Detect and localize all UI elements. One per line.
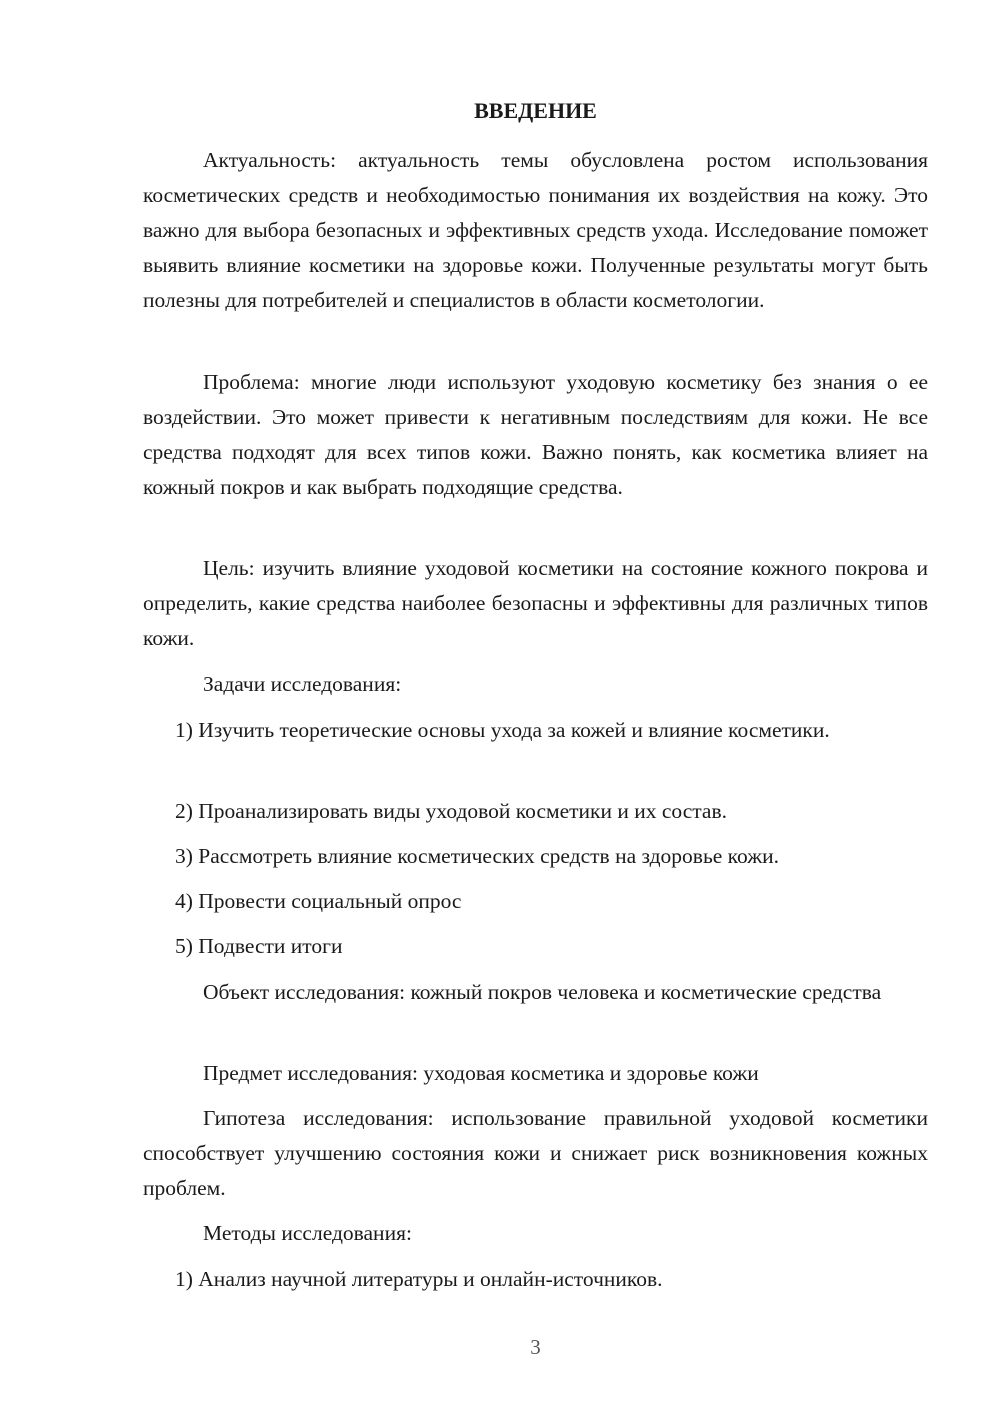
paragraph-relevance: Актуальность: актуальность темы обусловлена ростом использования косметических средств и необходимостью понимания их воздействия на кожу. Это важно для выбора безопасных и эффективных средств ухода. Исследование поможет выявить влияние косметики на здоровье кожи. Полученные результаты могут быть полезны для потребителей и специалистов в области косметологии. [143, 148, 928, 312]
paragraph-goal: Цель: изучить влияние уходовой косметики на состояние кожного покрова и определить, какие средства наиболее безопасны и эффективны для различных типов кожи. [143, 556, 928, 650]
methods-heading: Методы исследования: [203, 1221, 412, 1245]
task-item-5: 5) Подвести итоги [175, 934, 343, 958]
task-item-4: 4) Провести социальный опрос [175, 889, 462, 913]
paragraph-problem: Проблема: многие люди используют уходовую косметику без знания о ее воздействии. Это может привести к негативным последствиям для кожи. Не все средства подходят для всех типов кожи. Важно понять, как косметика влияет на кожный покров и как выбрать подходящие средства. [143, 370, 928, 499]
method-item-1: 1) Анализ научной литературы и онлайн-источников. [175, 1267, 663, 1291]
paragraph-hypothesis: Гипотеза исследования: использование правильной уходовой косметики способствует улучшению состояния кожи и снижает риск возникновения кожных проблем. [143, 1106, 928, 1200]
task-item-1: 1) Изучить теоретические основы ухода за кожей и влияние косметики. [175, 718, 830, 742]
page-number: 3 [530, 1335, 541, 1359]
paragraph-subject: Предмет исследования: уходовая косметика и здоровье кожи [203, 1061, 759, 1085]
paragraph-object: Объект исследования: кожный покров человека и косметические средства [203, 980, 882, 1004]
document-page [143, 0, 928, 1414]
task-item-3: 3) Рассмотреть влияние косметических средств на здоровье кожи. [175, 844, 779, 868]
section-title: ВВЕДЕНИЕ [474, 98, 597, 123]
tasks-heading: Задачи исследования: [203, 672, 402, 696]
task-item-2: 2) Проанализировать виды уходовой косметики и их состав. [175, 799, 727, 823]
